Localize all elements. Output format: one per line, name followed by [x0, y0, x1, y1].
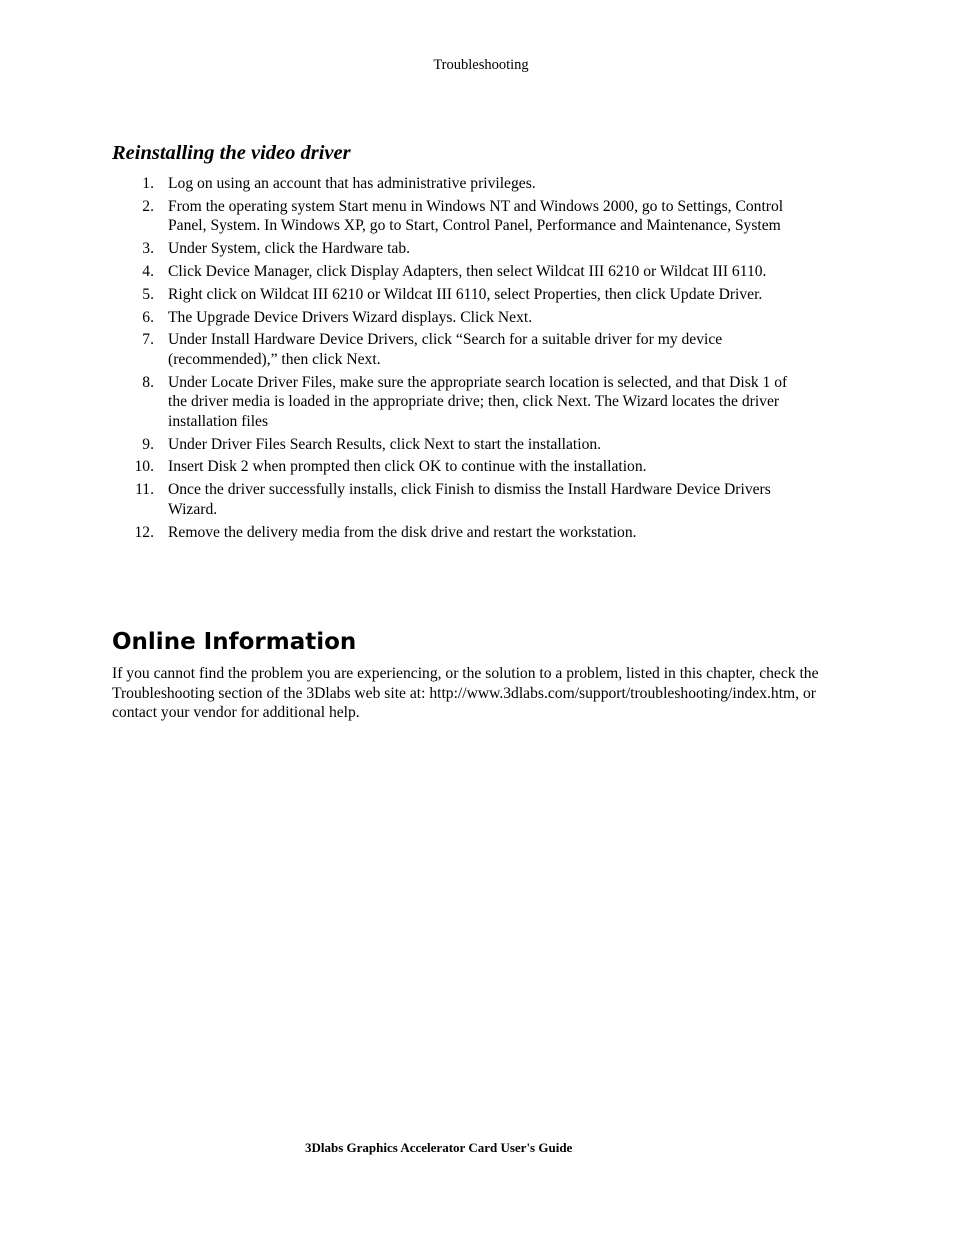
step-text: Right click on Wildcat III 6210 or Wildcat III 6110, select Properties, then click Update Driver.	[168, 285, 763, 303]
step-number: 7.	[142, 331, 154, 349]
running-footer: 3Dlabs Graphics Accelerator Card User's Guide	[305, 1140, 573, 1155]
step-number: 10.	[134, 458, 154, 476]
step-number: 2.	[142, 197, 154, 215]
list-item	[0, 239, 954, 259]
step-text: Log on using an account that has administrative privileges.	[168, 175, 536, 192]
step-number: 11.	[135, 481, 154, 499]
list-item	[0, 457, 954, 477]
step-number: 1.	[142, 175, 154, 192]
step-text: Under Driver Files Search Results, click Next to start the installation.	[168, 435, 602, 453]
step-text: Remove the delivery media from the disk drive and restart the workstation.	[168, 523, 637, 541]
online-information-heading: Online Information	[112, 629, 357, 655]
step-text: The Upgrade Device Drivers Wizard displays. Click Next.	[168, 308, 533, 326]
list-item	[0, 435, 954, 455]
step-number: 6.	[142, 308, 154, 326]
list-item	[0, 373, 954, 432]
list-item	[0, 523, 954, 543]
step-text: Under System, click the Hardware tab.	[168, 240, 411, 258]
list-item	[0, 308, 954, 328]
list-item	[0, 480, 954, 519]
step-number: 9.	[142, 435, 154, 453]
step-text: Under Install Hardware Device Drivers, click “Search for a suitable driver for my device (recommended),” then click Next.	[168, 331, 723, 368]
step-number: 3.	[142, 240, 154, 258]
list-item	[0, 330, 954, 369]
list-item	[0, 285, 954, 305]
step-number: 12.	[134, 523, 154, 541]
step-text: Insert Disk 2 when prompted then click OK to continue with the installation.	[168, 458, 647, 476]
steps-list	[0, 174, 954, 545]
step-text: Under Locate Driver Files, make sure the appropriate search location is selected, and that Disk 1 of the driver media is loaded in the appropriate drive; then, click Next. The Wizard locates the driver installation files	[168, 373, 788, 430]
step-text: Click Device Manager, click Display Adapters, then select Wildcat III 6210 or Wildcat III 6110.	[168, 262, 767, 280]
list-item	[0, 262, 954, 282]
step-number: 4.	[142, 262, 154, 280]
list-item	[0, 174, 954, 194]
section-heading: Reinstalling the video driver	[112, 142, 351, 164]
list-item	[0, 197, 954, 236]
step-text: Once the driver successfully installs, click Finish to dismiss the Install Hardware Device Drivers Wizard.	[168, 481, 771, 518]
step-number: 8.	[142, 373, 154, 391]
step-text: From the operating system Start menu in Windows NT and Windows 2000, go to Settings, Control Panel, System. In Windows XP, go to Start, Control Panel, Performance and Maintenance, System	[168, 197, 784, 235]
running-header: Troubleshooting	[433, 57, 529, 73]
step-number: 5.	[142, 285, 154, 303]
online-information-paragraph: If you cannot find the problem you are experiencing, or the solution to a problem, listed in this chapter, check the Troubleshooting section of the 3Dlabs web site at: http://www.3dlabs.com/support/troubleshooting/index.htm, or contact your vendor for additional help.	[112, 665, 819, 722]
